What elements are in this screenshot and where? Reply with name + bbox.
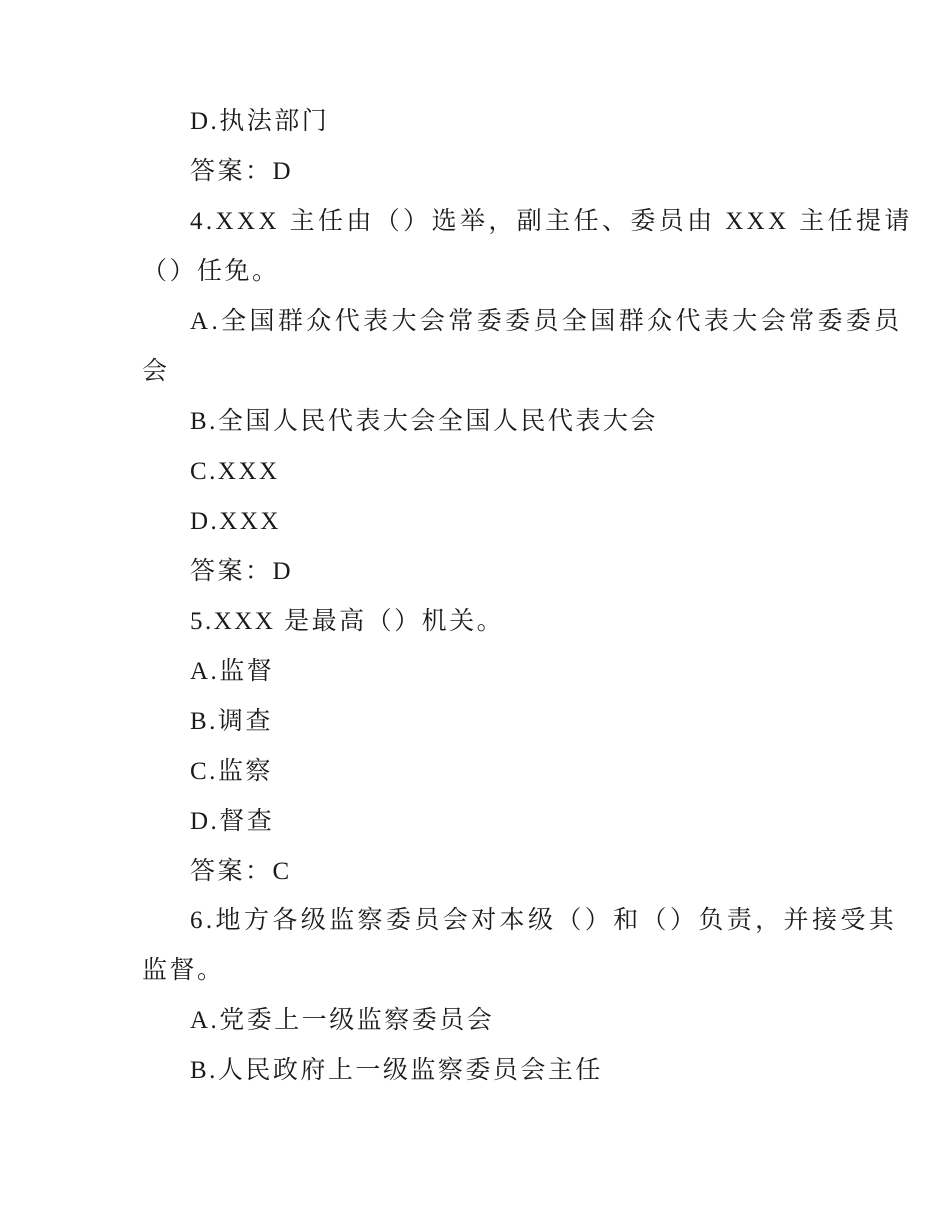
option-d-q5: D.督查 [190, 808, 275, 835]
option-b-q4: B.全国人民代表大会全国人民代表大会 [190, 408, 658, 435]
option-a-q6: A.党委上一级监察委员会 [190, 1007, 495, 1034]
option-a-q4: A.全国群众代表大会常委委员全国群众代表大会常委委员 [190, 308, 903, 335]
answer-q4: 答案：D [190, 558, 294, 585]
answer-q3: 答案：D [190, 158, 294, 185]
option-d-q3: D.执法部门 [190, 108, 330, 135]
question-4: 4.XXX 主任由（）选举，副主任、委员由 XXX 主任提请 [190, 208, 913, 235]
option-b-q6: B.人民政府上一级监察委员会主任 [190, 1057, 603, 1084]
question-6: 6.地方各级监察委员会对本级（）和（）负责，并接受其 [190, 907, 898, 934]
option-a-q4-continued: 会 [142, 358, 170, 385]
question-4-continued: （）任免。 [142, 258, 280, 285]
question-5: 5.XXX 是最高（）机关。 [190, 608, 505, 635]
option-a-q5: A.监督 [190, 658, 275, 685]
question-6-continued: 监督。 [142, 957, 225, 984]
option-c-q4: C.XXX [190, 458, 280, 485]
option-d-q4: D.XXX [190, 508, 281, 535]
answer-q5: 答案：C [190, 858, 292, 885]
option-b-q5: B.调查 [190, 708, 273, 735]
option-c-q5: C.监察 [190, 758, 273, 785]
